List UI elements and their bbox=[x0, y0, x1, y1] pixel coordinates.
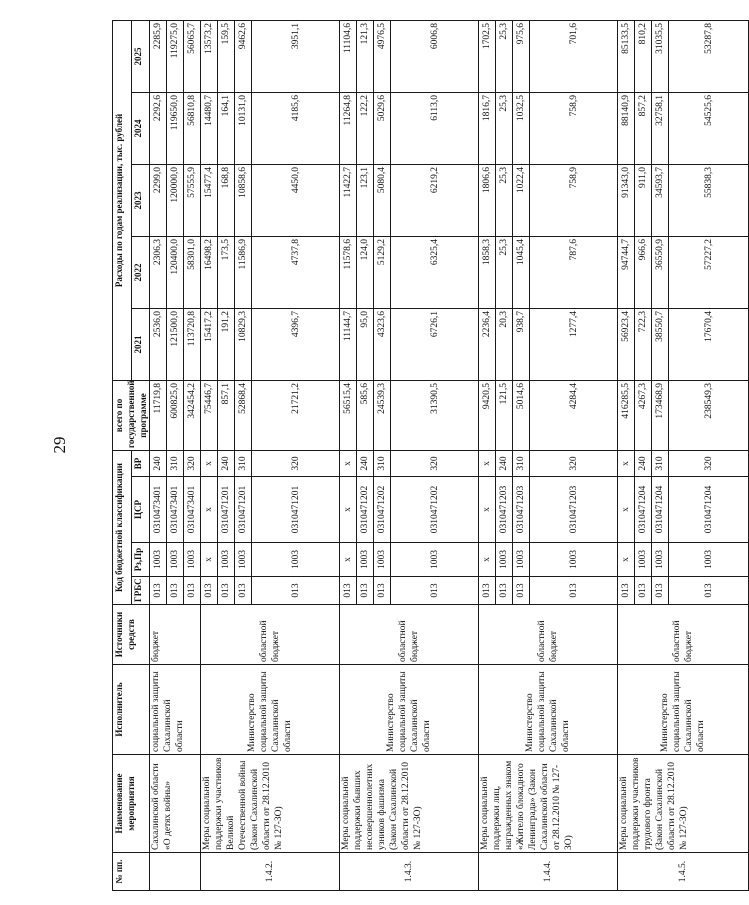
cell-year-amount: 1702,5 bbox=[479, 20, 496, 92]
cell-year-amount: 168,8 bbox=[218, 164, 235, 236]
cell-vr: 310 bbox=[374, 450, 391, 476]
cell-year-amount: 25,3 bbox=[496, 164, 513, 236]
cell-csr: 0310471203 bbox=[496, 477, 513, 543]
cell-vr: x bbox=[618, 450, 635, 476]
cell-year-amount: 2292,6 bbox=[150, 92, 167, 164]
cell-csr: 0310471201 bbox=[235, 477, 252, 543]
cell-year-amount: 56065,7 bbox=[184, 20, 201, 92]
cell-year-amount: 20,3 bbox=[496, 308, 513, 380]
cell-year-amount: 11104,6 bbox=[340, 20, 357, 92]
cell-csr: 0310471203 bbox=[513, 477, 530, 543]
cell-vr: 240 bbox=[150, 450, 167, 476]
cell-grbs: 013 bbox=[201, 577, 218, 605]
cell-vr: x bbox=[201, 450, 218, 476]
cell-year-amount: 9462,6 bbox=[235, 20, 252, 92]
cell-year-amount: 10858,6 bbox=[235, 164, 252, 236]
cell-total: 24539,3 bbox=[374, 380, 391, 450]
cell-year-amount: 94744,7 bbox=[618, 236, 635, 308]
cell-csr: 0310471203 bbox=[530, 477, 618, 543]
cell-year-amount: 1858,3 bbox=[479, 236, 496, 308]
cell-year-amount: 164,1 bbox=[218, 92, 235, 164]
cell-grbs: 013 bbox=[479, 577, 496, 605]
cell-rzpr: 1003 bbox=[357, 543, 374, 577]
cell-year-amount: 1806,6 bbox=[479, 164, 496, 236]
cell-year-amount: 911,0 bbox=[635, 164, 652, 236]
cell-rzpr: 1003 bbox=[669, 543, 749, 577]
cell-grbs: 013 bbox=[652, 577, 669, 605]
cell-source: областной бюджет bbox=[201, 605, 340, 665]
cell-year-amount: 966,6 bbox=[635, 236, 652, 308]
cell-rzpr: 1003 bbox=[252, 543, 340, 577]
cell-year-amount: 38550,7 bbox=[652, 308, 669, 380]
cell-vr: 310 bbox=[652, 450, 669, 476]
cell-year-amount: 191,2 bbox=[218, 308, 235, 380]
cell-year-amount: 4737,8 bbox=[252, 236, 340, 308]
cell-year-amount: 6006,8 bbox=[391, 20, 479, 92]
cell-year-amount: 10131,0 bbox=[235, 92, 252, 164]
cell-year-amount: 1816,7 bbox=[479, 92, 496, 164]
cell-year-amount: 2285,9 bbox=[150, 20, 167, 92]
cell-total: 857,1 bbox=[218, 380, 235, 450]
cell-year-amount: 5129,2 bbox=[374, 236, 391, 308]
cell-csr: x bbox=[201, 477, 218, 543]
cell-vr: 320 bbox=[530, 450, 618, 476]
cell-year-amount: 4450,0 bbox=[252, 164, 340, 236]
cell-grbs: 013 bbox=[530, 577, 618, 605]
table-body bbox=[150, 20, 749, 890]
cell-year-amount: 975,6 bbox=[513, 20, 530, 92]
cell-year-amount: 11586,9 bbox=[235, 236, 252, 308]
cell-total: 121,5 bbox=[496, 380, 513, 450]
cell-csr: 0310473401 bbox=[184, 477, 201, 543]
cell-year-amount: 36550,9 bbox=[652, 236, 669, 308]
cell-year-amount: 2236,4 bbox=[479, 308, 496, 380]
cell-rzpr: 1003 bbox=[374, 543, 391, 577]
cell-year-amount: 120400,0 bbox=[167, 236, 184, 308]
cell-measure-name: Меры социальной поддержки участников трудового фронта (Закон Сахалинской области от 28.12.2010 № 127-ЗО) bbox=[618, 755, 749, 853]
cell-rzpr: x bbox=[479, 543, 496, 577]
header-grbs: ГРБС bbox=[131, 577, 150, 605]
header-year: 2021 bbox=[131, 308, 150, 380]
table-row bbox=[150, 20, 167, 890]
cell-rzpr: 1003 bbox=[513, 543, 530, 577]
cell-vr: x bbox=[340, 450, 357, 476]
cell-total: 56515,4 bbox=[340, 380, 357, 450]
cell-year-amount: 85133,5 bbox=[618, 20, 635, 92]
cell-year-amount: 113720,8 bbox=[184, 308, 201, 380]
cell-year-amount: 88140,9 bbox=[618, 92, 635, 164]
cell-total: 600825,0 bbox=[167, 380, 184, 450]
cell-rzpr: 1003 bbox=[150, 543, 167, 577]
cell-vr: 320 bbox=[669, 450, 749, 476]
cell-vr: 240 bbox=[496, 450, 513, 476]
cell-grbs: 013 bbox=[374, 577, 391, 605]
cell-rzpr: 1003 bbox=[635, 543, 652, 577]
cell-grbs: 013 bbox=[635, 577, 652, 605]
cell-source: областной бюджет bbox=[618, 605, 749, 665]
cell-year-amount: 1045,4 bbox=[513, 236, 530, 308]
cell-vr: 320 bbox=[252, 450, 340, 476]
cell-year-amount: 13573,2 bbox=[201, 20, 218, 92]
cell-year-amount: 34593,7 bbox=[652, 164, 669, 236]
cell-csr: x bbox=[479, 477, 496, 543]
cell-year-amount: 857,2 bbox=[635, 92, 652, 164]
table-row bbox=[340, 20, 357, 890]
cell-csr: 0310473401 bbox=[150, 477, 167, 543]
table-row bbox=[201, 20, 218, 890]
cell-year-amount: 56810,8 bbox=[184, 92, 201, 164]
cell-year-amount: 119650,0 bbox=[167, 92, 184, 164]
cell-rzpr: 1003 bbox=[235, 543, 252, 577]
cell-grbs: 013 bbox=[391, 577, 479, 605]
page-number: 29 bbox=[50, 436, 69, 454]
cell-year-amount: 91343,0 bbox=[618, 164, 635, 236]
cell-year-amount: 120000,0 bbox=[167, 164, 184, 236]
cell-csr: 0310473401 bbox=[167, 477, 184, 543]
cell-year-amount: 5029,6 bbox=[374, 92, 391, 164]
header-year: 2025 bbox=[131, 20, 150, 92]
cell-year-amount: 17670,4 bbox=[669, 308, 749, 380]
cell-year-amount: 11422,7 bbox=[340, 164, 357, 236]
cell-csr: 0310471201 bbox=[218, 477, 235, 543]
cell-grbs: 013 bbox=[235, 577, 252, 605]
cell-year-amount: 121500,0 bbox=[167, 308, 184, 380]
cell-vr: 240 bbox=[218, 450, 235, 476]
cell-source: бюджет bbox=[150, 605, 201, 665]
cell-vr: 240 bbox=[357, 450, 374, 476]
cell-num: 1.4.2. bbox=[201, 853, 340, 891]
cell-year-amount: 95,0 bbox=[357, 308, 374, 380]
cell-vr: x bbox=[479, 450, 496, 476]
cell-executor: Министерство социальной защиты Сахалинской области bbox=[201, 665, 340, 755]
cell-num: 1.4.4. bbox=[479, 853, 618, 891]
header-rzpr: Рз,Пр bbox=[131, 543, 150, 577]
header-source: Источники средств bbox=[113, 605, 150, 665]
cell-year-amount: 1277,4 bbox=[530, 308, 618, 380]
header-executor: Исполнитель bbox=[113, 665, 150, 755]
cell-rzpr: 1003 bbox=[184, 543, 201, 577]
header-years-group: Расходы по годам реализации, тыс. рублей bbox=[113, 20, 132, 380]
cell-grbs: 013 bbox=[618, 577, 635, 605]
cell-total: 9420,5 bbox=[479, 380, 496, 450]
cell-year-amount: 4323,6 bbox=[374, 308, 391, 380]
cell-rzpr: 1003 bbox=[652, 543, 669, 577]
cell-year-amount: 14480,7 bbox=[201, 92, 218, 164]
cell-grbs: 013 bbox=[184, 577, 201, 605]
cell-year-amount: 25,3 bbox=[496, 92, 513, 164]
table-row bbox=[479, 20, 496, 890]
cell-measure-name: Меры социальной поддержки бывших несовершеннолетних узников фашизма (Закон Сахалинской области от 28.12.2010 № 127-ЗО) bbox=[340, 755, 479, 853]
cell-year-amount: 57227,2 bbox=[669, 236, 749, 308]
cell-year-amount: 53287,8 bbox=[669, 20, 749, 92]
cell-vr: 310 bbox=[235, 450, 252, 476]
cell-csr: 0310471201 bbox=[252, 477, 340, 543]
cell-year-amount: 10829,3 bbox=[235, 308, 252, 380]
cell-num: 1.4.3. bbox=[340, 853, 479, 891]
cell-rzpr: 1003 bbox=[218, 543, 235, 577]
cell-total: 5014,6 bbox=[513, 380, 530, 450]
cell-total: 238549,3 bbox=[669, 380, 749, 450]
cell-csr: x bbox=[618, 477, 635, 543]
cell-year-amount: 6325,4 bbox=[391, 236, 479, 308]
cell-measure-name: Меры социальной поддержки лиц, награжденных знаком «Жителю блокадного Ленинграда» (Закон Сахалинской области от 28.12.2010 № 127-ЗО) bbox=[479, 755, 618, 853]
cell-year-amount: 31035,5 bbox=[652, 20, 669, 92]
cell-num bbox=[150, 853, 201, 891]
cell-rzpr: 1003 bbox=[167, 543, 184, 577]
header-vr: ВР bbox=[131, 450, 150, 476]
cell-year-amount: 124,0 bbox=[357, 236, 374, 308]
cell-rzpr: x bbox=[618, 543, 635, 577]
cell-csr: 0310471204 bbox=[635, 477, 652, 543]
cell-year-amount: 11144,7 bbox=[340, 308, 357, 380]
cell-grbs: 013 bbox=[340, 577, 357, 605]
header-total: всего по государственной программе bbox=[113, 380, 150, 450]
cell-year-amount: 1022,4 bbox=[513, 164, 530, 236]
budget-table bbox=[112, 20, 749, 891]
budget-table-sheet bbox=[112, 21, 714, 891]
cell-csr: x bbox=[340, 477, 357, 543]
cell-executor: Министерство социальной защиты Сахалинской области bbox=[618, 665, 749, 755]
cell-source: областной бюджет bbox=[340, 605, 479, 665]
header-num: № пп. bbox=[113, 853, 150, 891]
cell-year-amount: 55838,3 bbox=[669, 164, 749, 236]
cell-year-amount: 32758,1 bbox=[652, 92, 669, 164]
cell-executor: Министерство социальной защиты Сахалинской области bbox=[479, 665, 618, 755]
cell-total: 416285,5 bbox=[618, 380, 635, 450]
cell-vr: 320 bbox=[184, 450, 201, 476]
header-row-top bbox=[113, 20, 132, 890]
cell-vr: 310 bbox=[167, 450, 184, 476]
cell-total: 52868,4 bbox=[235, 380, 252, 450]
cell-total: 585,6 bbox=[357, 380, 374, 450]
cell-vr: 240 bbox=[635, 450, 652, 476]
cell-rzpr: x bbox=[201, 543, 218, 577]
cell-year-amount: 1032,5 bbox=[513, 92, 530, 164]
cell-executor: Министерство социальной защиты Сахалинской области bbox=[340, 665, 479, 755]
cell-year-amount: 123,1 bbox=[357, 164, 374, 236]
cell-year-amount: 3951,1 bbox=[252, 20, 340, 92]
cell-year-amount: 11264,8 bbox=[340, 92, 357, 164]
cell-rzpr: 1003 bbox=[530, 543, 618, 577]
cell-year-amount: 58301,0 bbox=[184, 236, 201, 308]
cell-year-amount: 2299,0 bbox=[150, 164, 167, 236]
cell-year-amount: 173,5 bbox=[218, 236, 235, 308]
cell-grbs: 013 bbox=[252, 577, 340, 605]
cell-year-amount: 56923,4 bbox=[618, 308, 635, 380]
cell-year-amount: 6726,1 bbox=[391, 308, 479, 380]
cell-grbs: 013 bbox=[167, 577, 184, 605]
cell-num: 1.4.5. bbox=[618, 853, 749, 891]
cell-csr: 0310471204 bbox=[652, 477, 669, 543]
cell-rzpr: 1003 bbox=[496, 543, 513, 577]
cell-year-amount: 758,9 bbox=[530, 92, 618, 164]
cell-rzpr: x bbox=[340, 543, 357, 577]
cell-total: 342454,2 bbox=[184, 380, 201, 450]
cell-grbs: 013 bbox=[357, 577, 374, 605]
cell-year-amount: 938,7 bbox=[513, 308, 530, 380]
cell-year-amount: 122,2 bbox=[357, 92, 374, 164]
cell-measure-name: Меры социальной поддержки участников Великой Отечественной войны (Закон Сахалинской области от 28.12.2010 № 127-ЗО) bbox=[201, 755, 340, 853]
header-year: 2023 bbox=[131, 164, 150, 236]
cell-grbs: 013 bbox=[496, 577, 513, 605]
cell-year-amount: 6113,0 bbox=[391, 92, 479, 164]
cell-csr: 0310471202 bbox=[357, 477, 374, 543]
cell-year-amount: 5080,4 bbox=[374, 164, 391, 236]
cell-year-amount: 57555,9 bbox=[184, 164, 201, 236]
cell-total: 4284,4 bbox=[530, 380, 618, 450]
table-row bbox=[618, 20, 635, 890]
cell-year-amount: 4396,7 bbox=[252, 308, 340, 380]
cell-grbs: 013 bbox=[513, 577, 530, 605]
cell-year-amount: 159,5 bbox=[218, 20, 235, 92]
cell-total: 75446,7 bbox=[201, 380, 218, 450]
cell-year-amount: 722,3 bbox=[635, 308, 652, 380]
cell-year-amount: 54525,6 bbox=[669, 92, 749, 164]
cell-year-amount: 119275,0 bbox=[167, 20, 184, 92]
cell-total: 11719,8 bbox=[150, 380, 167, 450]
cell-year-amount: 6219,2 bbox=[391, 164, 479, 236]
cell-total: 4267,3 bbox=[635, 380, 652, 450]
cell-grbs: 013 bbox=[669, 577, 749, 605]
cell-grbs: 013 bbox=[218, 577, 235, 605]
cell-year-amount: 16498,2 bbox=[201, 236, 218, 308]
cell-year-amount: 4976,5 bbox=[374, 20, 391, 92]
cell-year-amount: 758,9 bbox=[530, 164, 618, 236]
cell-year-amount: 25,3 bbox=[496, 20, 513, 92]
cell-executor: социальной защиты Сахалинской области bbox=[150, 665, 201, 755]
cell-year-amount: 2536,0 bbox=[150, 308, 167, 380]
cell-year-amount: 701,6 bbox=[530, 20, 618, 92]
header-year: 2022 bbox=[131, 236, 150, 308]
cell-csr: 0310471202 bbox=[391, 477, 479, 543]
cell-source: областной бюджет bbox=[479, 605, 618, 665]
cell-year-amount: 15477,4 bbox=[201, 164, 218, 236]
cell-year-amount: 810,2 bbox=[635, 20, 652, 92]
cell-vr: 320 bbox=[391, 450, 479, 476]
cell-rzpr: 1003 bbox=[391, 543, 479, 577]
cell-year-amount: 2306,3 bbox=[150, 236, 167, 308]
cell-vr: 310 bbox=[513, 450, 530, 476]
header-name: Наименование мероприятия bbox=[113, 755, 150, 853]
cell-csr: 0310471202 bbox=[374, 477, 391, 543]
header-bcc-group: Код бюджетной классификации bbox=[113, 450, 132, 604]
cell-year-amount: 15417,2 bbox=[201, 308, 218, 380]
cell-year-amount: 121,3 bbox=[357, 20, 374, 92]
cell-year-amount: 787,6 bbox=[530, 236, 618, 308]
cell-csr: 0310471204 bbox=[669, 477, 749, 543]
cell-year-amount: 4185,6 bbox=[252, 92, 340, 164]
cell-measure-name: Сахалинской области «О детях войны» bbox=[150, 755, 201, 853]
cell-total: 173468,9 bbox=[652, 380, 669, 450]
header-csr: ЦСР bbox=[131, 477, 150, 543]
header-year: 2024 bbox=[131, 92, 150, 164]
cell-grbs: 013 bbox=[150, 577, 167, 605]
cell-year-amount: 11578,6 bbox=[340, 236, 357, 308]
cell-total: 31390,5 bbox=[391, 380, 479, 450]
cell-year-amount: 25,3 bbox=[496, 236, 513, 308]
cell-total: 21721,2 bbox=[252, 380, 340, 450]
